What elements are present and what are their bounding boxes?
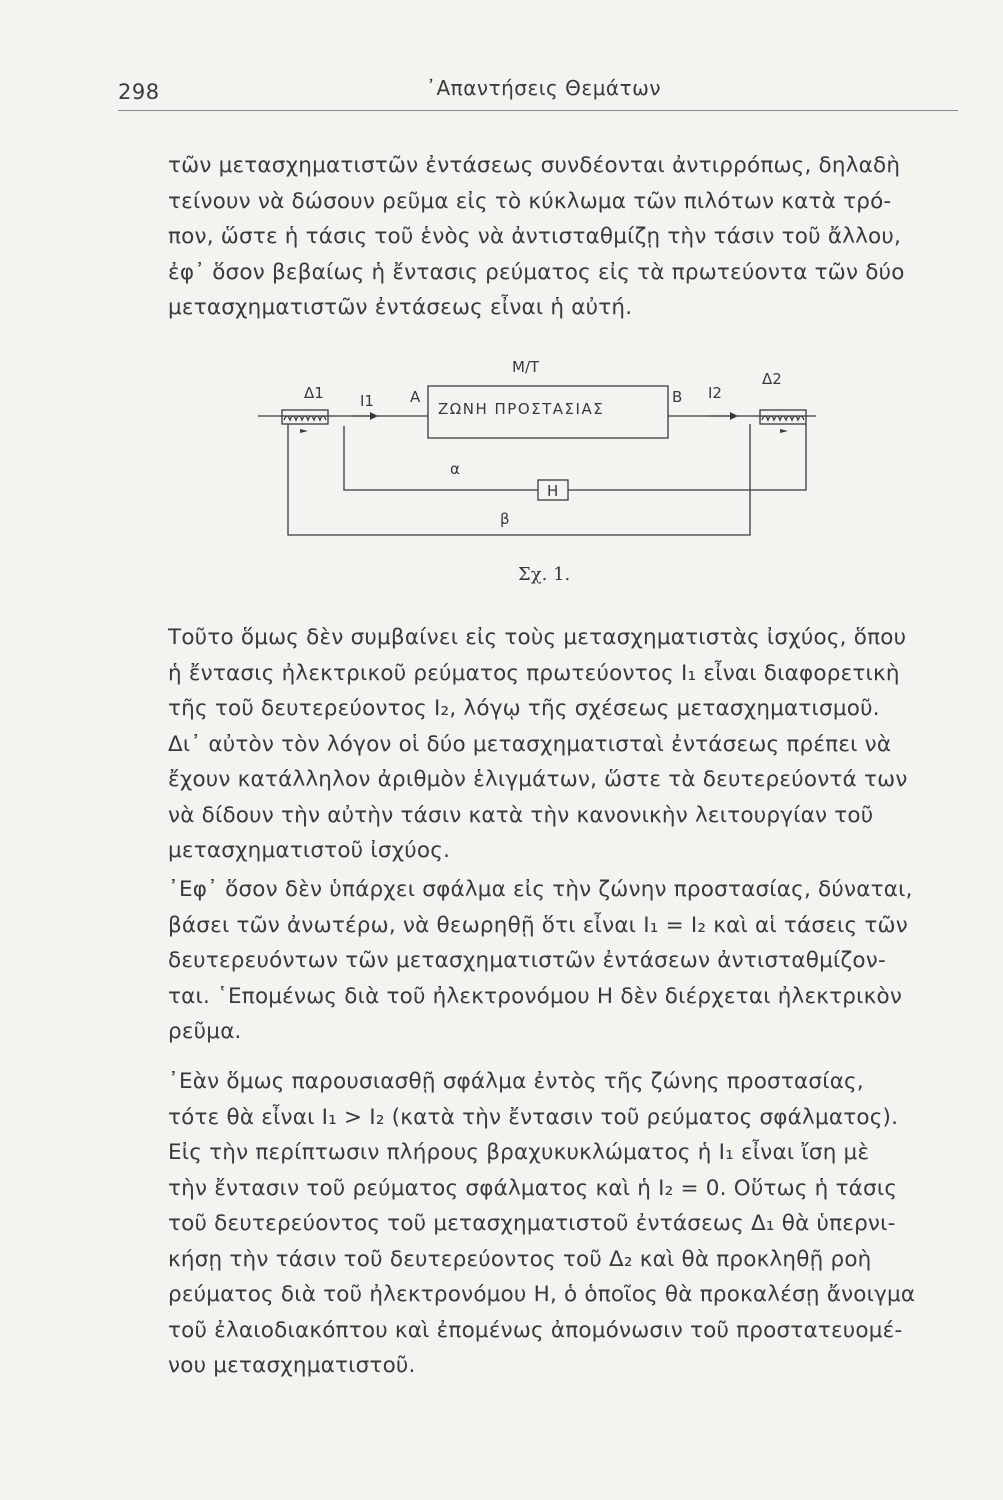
label-transformer: Μ/Τ: [512, 358, 540, 376]
label-relay: H: [547, 482, 559, 500]
text-line: Τοῦτο ὅμως δὲν συμβαίνει εἰς τοὺς μετασχηματιστὰς ἰσχύος, ὅπου: [168, 625, 907, 650]
label-node-a: A: [410, 388, 421, 406]
text-line: τοῦ ἐλαιοδιακόπτου καὶ ἐπομένως ἀπομόνωσιν τοῦ προστατευομέ-: [168, 1317, 903, 1343]
label-wire-beta: β: [500, 510, 510, 528]
text-line: νου μετασχηματιστοῦ.: [168, 1353, 416, 1378]
text-line: βάσει τῶν ἀνωτέρω, νὰ θεωρηθῇ ὅτι εἶναι I₁ = I₂ καὶ αἱ τάσεις τῶν: [168, 912, 908, 938]
text-line: τῆς τοῦ δευτερεύοντος I₂, λόγῳ τῆς σχέσεως μετασχηματισμοῦ.: [168, 696, 880, 721]
text-line: ᾽Εὰν ὅμως παρουσιασθῇ σφάλμα ἐντὸς τῆς ζώνης προστασίας,: [168, 1069, 864, 1094]
text-line: τῶν μετασχηματιστῶν ἐντάσεως συνδέονται ἀντιρρόπως, δηλαδὴ: [168, 153, 901, 178]
label-wire-alpha: α: [450, 460, 460, 478]
pilot-wire-alpha-right: [568, 424, 806, 490]
text-line: ᾽Εφ᾽ ὅσον δὲν ὑπάρχει σφάλμα εἰς τὴν ζώνην προστασίας, δύναται,: [168, 877, 913, 902]
text-line: κήσῃ τὴν τάσιν τοῦ δευτερεύοντος τοῦ Δ₂ καὶ θὰ προκληθῇ ροὴ: [168, 1246, 872, 1272]
pilot-wire-alpha: [344, 426, 538, 490]
text-line: ἡ ἔντασις ἠλεκτρικοῦ ρεύματος πρωτεύοντος I₁ εἶναι διαφορετικὴ: [168, 660, 900, 686]
label-node-b: B: [672, 388, 683, 406]
text-line: Δι᾽ αὐτὸν τὸν λόγον οἱ δύο μετασχηματισταὶ ἐντάσεως πρέπει νὰ: [168, 731, 892, 757]
text-line: μετασχηματιστῶν ἐντάσεως εἶναι ἡ αὐτή.: [168, 295, 633, 320]
text-line: ἔχουν κατάλληλον ἀριθμὸν ἑλιγμάτων, ὥστε τὰ δευτερεύοντά των: [168, 767, 908, 792]
pilot-wire-beta: [288, 424, 750, 535]
arrowhead-i1: [370, 412, 378, 420]
label-zone: ΖΩΝΗ ΠΡΟΣΤΑΣΙΑΣ: [438, 400, 605, 418]
text-line: ἐφ᾽ ὅσον βεβαίως ἡ ἔντασις ρεύματος εἰς τὰ πρωτεύοντα τῶν δύο: [168, 259, 905, 285]
text-line: ρεύματος διὰ τοῦ ἠλεκτρονόμου H, ὁ ὁποῖος θὰ προκαλέσῃ ἄνοιγμα: [168, 1282, 916, 1307]
label-i2: I2: [708, 384, 722, 402]
arrowhead-ct2: [780, 429, 788, 433]
page-header: [118, 76, 958, 106]
text-line: Εἰς τὴν περίπτωσιν πλήρους βραχυκυκλώματος ἡ I₁ εἶναι ἴση μὲ: [168, 1140, 870, 1165]
figure-circuit-diagram: [240, 350, 840, 550]
paragraph-intro: [168, 148, 960, 326]
label-ct2: Δ2: [762, 370, 782, 388]
paragraph-power-transformers: [168, 620, 960, 869]
text-line: ται. ῾Επομένως διὰ τοῦ ἠλεκτρονόμου H δὲν διέρχεται ἠλεκτρικὸν: [168, 983, 903, 1009]
text-line: τοῦ δευτερεύοντος τοῦ μετασχηματιστοῦ ἐντάσεως Δ₁ θὰ ὑπερνι-: [168, 1211, 896, 1236]
text-line: τείνουν νὰ δώσουν ρεῦμα εἰς τὸ κύκλωμα τῶν πιλότων κατὰ τρό-: [168, 188, 892, 214]
paragraph-no-fault: [168, 872, 960, 1050]
text-line: μετασχηματιστοῦ ἰσχύος.: [168, 838, 451, 863]
figure-caption: Σχ. 1.: [518, 564, 571, 585]
text-line: τότε θὰ εἶναι I₁ > I₂ (κατὰ τὴν ἔντασιν τοῦ ρεύματος σφάλματος).: [168, 1104, 899, 1130]
label-i1: I1: [360, 392, 374, 410]
text-line: δευτερευόντων τῶν μετασχηματιστῶν ἐντάσεων ἀντισταθμίζον-: [168, 948, 886, 973]
text-line: τὴν ἔντασιν τοῦ ρεύματος σφάλματος καὶ ἡ I₂ = 0. Οὕτως ἡ τάσις: [168, 1175, 898, 1201]
text-line: ρεῦμα.: [168, 1019, 242, 1044]
paragraph-fault: [168, 1064, 960, 1384]
header-rule: [118, 110, 958, 111]
arrowhead-ct1: [300, 429, 308, 433]
text-line: πον, ὥστε ἡ τάσις τοῦ ἑνὸς νὰ ἀντισταθμίζῃ τὴν τάσιν τοῦ ἄλλου,: [168, 224, 902, 249]
arrowhead-i2: [730, 412, 738, 420]
label-ct1: Δ1: [304, 384, 324, 402]
text-line: νὰ δίδουν τὴν αὐτὴν τάσιν κατὰ τὴν κανονικὴν λειτουργίαν τοῦ: [168, 802, 874, 828]
running-title: ᾽Απαντήσεις Θεμάτων: [426, 76, 662, 100]
page-number: 298: [118, 80, 160, 104]
